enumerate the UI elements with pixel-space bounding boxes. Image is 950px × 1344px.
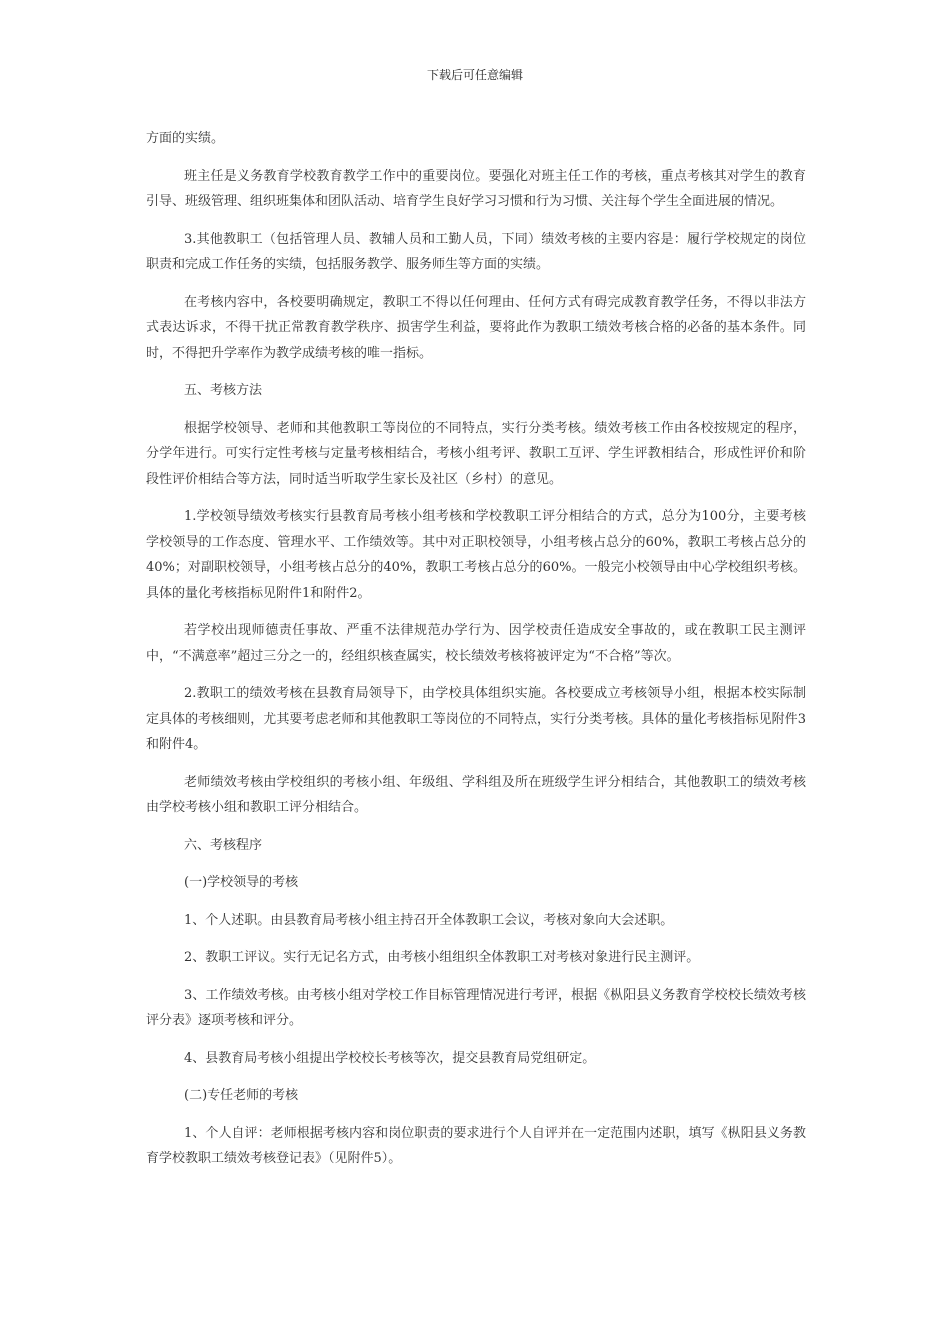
paragraph: 班主任是义务教育学校教育教学工作中的重要岗位。要强化对班主任工作的考核，重点考核其对学生的教育引导、班级管理、组织班集体和团队活动、培育学生良好学习习惯和行为习惯、关注每个学生全面进展的情况。 (146, 168, 806, 209)
list-item: 3、工作绩效考核。由考核小组对学校工作目标管理情况进行考评，根据《枞阳县义务教育学校校长绩效考核评分表》逐项考核和评分。 (146, 987, 806, 1028)
paragraph: 方面的实绩。 (146, 131, 225, 146)
list-item: 2、教职工评议。实行无记名方式，由考核小组组织全体教职工对考核对象进行民主测评。 (184, 950, 700, 965)
paragraph: 1.学校领导绩效考核实行县教育局考核小组考核和学校教职工评分相结合的方式，总分为100分，主要考核学校领导的工作态度、管理水平、工作绩效等。其中对正职校领导，小组考核占总分的60%，教职工考核占总分的40%；对副职校领导，小组考核占总分的40%，教职工考核占总分的60%。一般完小校领导由中心学校组织考核。具体的量化考核指标见附件1和附件2。 (146, 509, 806, 601)
paragraph: 2.教职工的绩效考核在县教育局领导下，由学校具体组织实施。各校要成立考核领导小组，根据本校实际制定具体的考核细则，尤其要考虑老师和其他教职工等岗位的不同特点，实行分类考核。具体的量化考核指标见附件3和附件4。 (146, 686, 806, 752)
list-item: 1、个人自评：老师根据考核内容和岗位职责的要求进行个人自评并在一定范围内述职，填写《枞阳县义务教育学校教职工绩效考核登记表》（见附件5）。 (146, 1125, 806, 1166)
list-item: 4、县教育局考核小组提出学校校长考核等次，提交县教育局党组研定。 (184, 1050, 596, 1066)
paragraph: 根据学校领导、老师和其他教职工等岗位的不同特点，实行分类考核。绩效考核工作由各校按规定的程序，分学年进行。可实行定性考核与定量考核相结合，考核小组考评、教职工互评、学生评教相结合，形成性评价和阶段性评价相结合等方法，同时适当听取学生家长及社区（乡村）的意见。 (146, 420, 806, 487)
paragraph: 老师绩效考核由学校组织的考核小组、年级组、学科组及所在班级学生评分相结合，其他教职工的绩效考核由学校考核小组和教职工评分相结合。 (146, 774, 806, 815)
section-heading: 六、考核程序 (184, 837, 263, 853)
page-header: 下载后可任意编辑 (426, 68, 523, 82)
subsection-heading: (一)学校领导的考核 (184, 875, 299, 890)
list-item: 1、个人述职。由县教育局考核小组主持召开全体教职工会议，考核对象向大会述职。 (184, 912, 674, 928)
subsection-heading: (二)专任老师的考核 (184, 1088, 299, 1103)
paragraph: 若学校出现师德责任事故、严重不法律规范办学行为、因学校责任造成安全事故的，或在教职工民主测评中，“不满意率”超过三分之一的，经组织核查属实，校长绩效考核将被评定为“不合格”等次。 (146, 623, 806, 664)
section-heading: 五、考核方法 (184, 383, 263, 398)
paragraph: 在考核内容中，各校要明确规定，教职工不得以任何理由、任何方式有碍完成教育教学任务，不得以非法方式表达诉求，不得干扰正常教育教学秩序、损害学生利益，要将此作为教职工绩效考核合格的必备的基本条件。同时，不得把升学率作为教学成绩考核的唯一指标。 (146, 294, 806, 361)
paragraph: 3.其他教职工（包括管理人员、教辅人员和工勤人员，下同）绩效考核的主要内容是：履行学校规定的岗位职责和完成工作任务的实绩，包括服务教学、服务师生等方面的实绩。 (146, 231, 806, 272)
document-body (146, 126, 806, 1184)
